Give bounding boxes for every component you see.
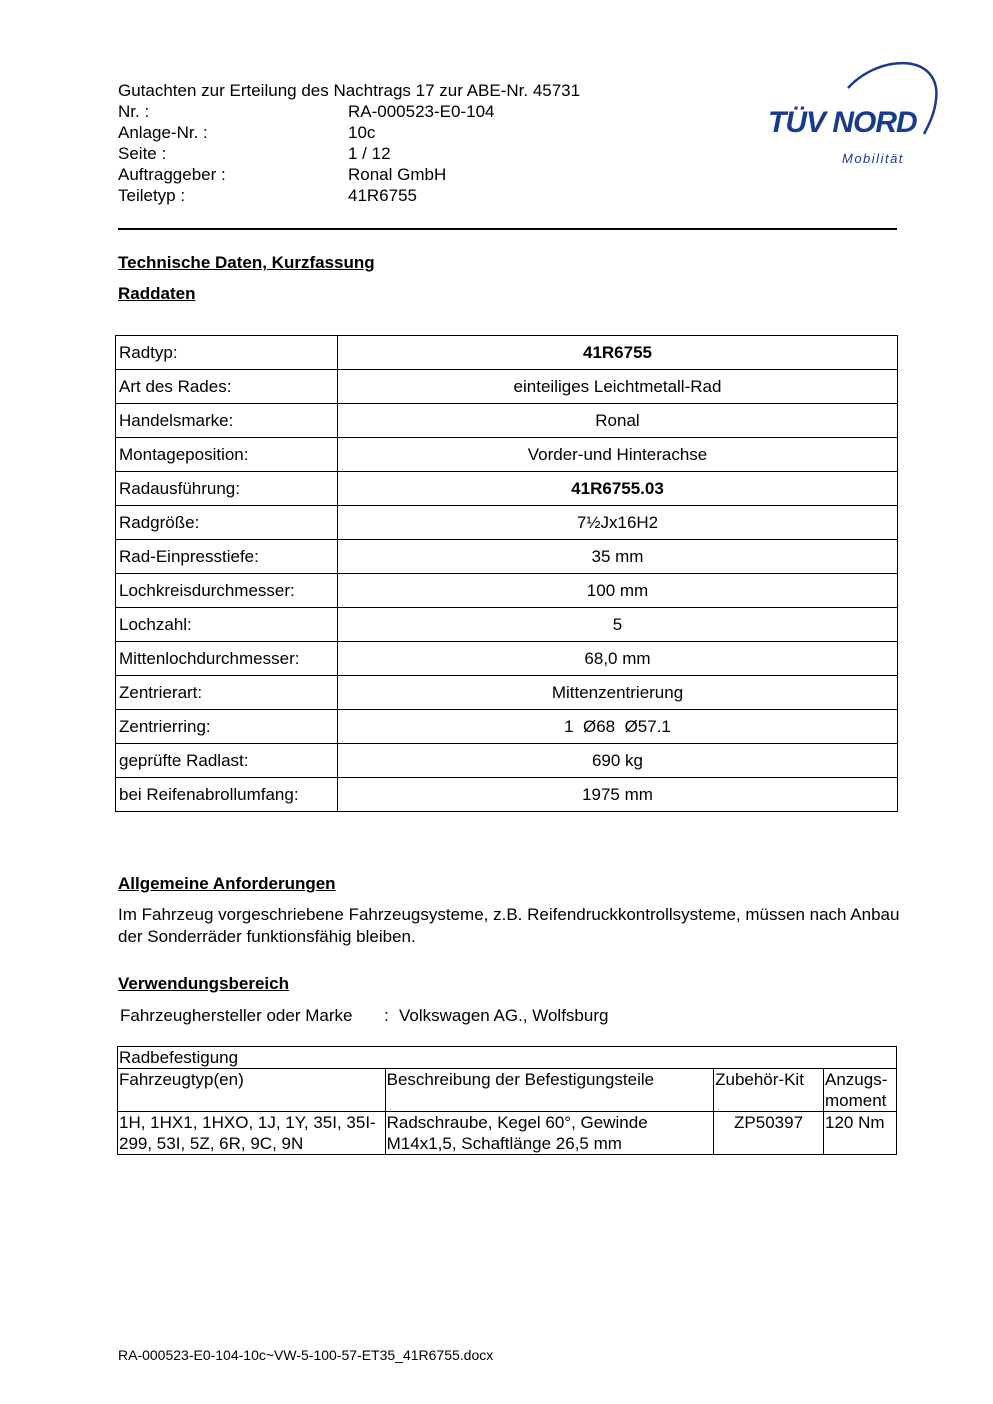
row-value: 41R6755 <box>338 336 898 370</box>
table-row <box>116 472 898 506</box>
verwendung-title: Verwendungsbereich <box>118 974 289 993</box>
anforderungen-title: Allgemeine Anforderungen <box>118 874 336 893</box>
header-anzugsmoment: Anzugs-moment <box>824 1069 897 1112</box>
table-row <box>116 676 898 710</box>
row-value: 41R6755.03 <box>338 472 898 506</box>
row-value: einteiliges Leichtmetall-Rad <box>338 370 898 404</box>
cell-zubehoer-kit: ZP50397 <box>714 1112 824 1155</box>
row-value: 100 mm <box>338 574 898 608</box>
row-value: 1 Ø68 Ø57.1 <box>338 710 898 744</box>
row-label: Radtyp: <box>116 336 338 370</box>
cell-anzugsmoment: 120 Nm <box>824 1112 897 1155</box>
document-title: Gutachten zur Erteilung des Nachtrags 17 zur ABE-Nr. 45731 <box>118 81 581 100</box>
cell-beschreibung: Radschraube, Kegel 60°, Gewinde M14x1,5, Schaftlänge 26,5 mm <box>385 1112 713 1155</box>
row-label: Zentrierart: <box>116 676 338 710</box>
table-row <box>116 336 898 370</box>
hersteller-separator: : <box>384 1006 389 1025</box>
header-beschreibung: Beschreibung der Befestigungsteile <box>385 1069 713 1112</box>
row-value: 7½Jx16H2 <box>338 506 898 540</box>
anlage-value: 10c <box>348 123 376 142</box>
radbefestigung-title: Radbefestigung <box>118 1047 897 1069</box>
hersteller-label: Fahrzeughersteller oder Marke <box>120 1006 353 1025</box>
row-value: Ronal <box>338 404 898 438</box>
table-row <box>116 506 898 540</box>
row-value: Vorder-und Hinterachse <box>338 438 898 472</box>
table-row <box>116 710 898 744</box>
table-row <box>116 744 898 778</box>
raddaten-table <box>115 335 898 812</box>
row-label: Art des Rades: <box>116 370 338 404</box>
footer-filename: RA-000523-E0-104-10c~VW-5-100-57-ET35_41R6755.docx <box>118 1347 494 1363</box>
nr-value: RA-000523-E0-104 <box>348 102 495 121</box>
row-label: Radausführung: <box>116 472 338 506</box>
row-label: Handelsmarke: <box>116 404 338 438</box>
row-label: Zentrierring: <box>116 710 338 744</box>
auftraggeber-value: Ronal GmbH <box>348 165 447 184</box>
row-label: Lochzahl: <box>116 608 338 642</box>
auftraggeber-label: Auftraggeber : <box>118 165 226 184</box>
table-row <box>116 608 898 642</box>
anlage-label: Anlage-Nr. : <box>118 123 208 142</box>
tuv-nord-logo <box>760 58 950 173</box>
row-label: geprüfte Radlast: <box>116 744 338 778</box>
section-title: Technische Daten, Kurzfassung <box>118 253 375 272</box>
table-row <box>116 778 898 812</box>
table-row <box>116 574 898 608</box>
row-value: Mittenzentrierung <box>338 676 898 710</box>
table-row <box>116 438 898 472</box>
teiletyp-label: Teiletyp : <box>118 186 186 205</box>
cell-fahrzeugtyp: 1H, 1HX1, 1HXO, 1J, 1Y, 35I, 35I-299, 53I, 5Z, 6R, 9C, 9N <box>118 1112 386 1155</box>
row-value: 68,0 mm <box>338 642 898 676</box>
table-row <box>118 1112 897 1155</box>
anforderungen-text: Im Fahrzeug vorgeschriebene Fahrzeugsysteme, z.B. Reifendruckkontrollsysteme, müssen nach Anbau der Sonderräder funktionsfähig bleiben. <box>118 905 900 946</box>
nr-label: Nr. : <box>118 102 150 121</box>
logo-brand: TÜV NORD <box>768 106 917 139</box>
table-row <box>116 370 898 404</box>
row-label: Lochkreisdurchmesser: <box>116 574 338 608</box>
header-fahrzeugtyp: Fahrzeugtyp(en) <box>118 1069 386 1112</box>
row-label: bei Reifenabrollumfang: <box>116 778 338 812</box>
header-zubehoer-kit: Zubehör-Kit <box>714 1069 824 1112</box>
raddaten-title: Raddaten <box>118 284 196 303</box>
row-value: 1975 mm <box>338 778 898 812</box>
row-label: Montageposition: <box>116 438 338 472</box>
table-row <box>116 642 898 676</box>
row-label: Rad-Einpresstiefe: <box>116 540 338 574</box>
row-value: 35 mm <box>338 540 898 574</box>
table-title-row <box>118 1047 897 1069</box>
table-header-row <box>118 1069 897 1112</box>
row-value: 690 kg <box>338 744 898 778</box>
table-row <box>116 540 898 574</box>
seite-label: Seite : <box>118 144 167 163</box>
logo-subtitle: Mobilität <box>842 151 904 166</box>
table-row <box>116 404 898 438</box>
row-value: 5 <box>338 608 898 642</box>
row-label: Mittenlochdurchmesser: <box>116 642 338 676</box>
hersteller-value: Volkswagen AG., Wolfsburg <box>399 1006 609 1025</box>
row-label: Radgröße: <box>116 506 338 540</box>
teiletyp-value: 41R6755 <box>348 186 418 205</box>
header-divider <box>118 228 897 230</box>
radbefestigung-table <box>117 1046 897 1155</box>
seite-value: 1 / 12 <box>348 144 391 163</box>
